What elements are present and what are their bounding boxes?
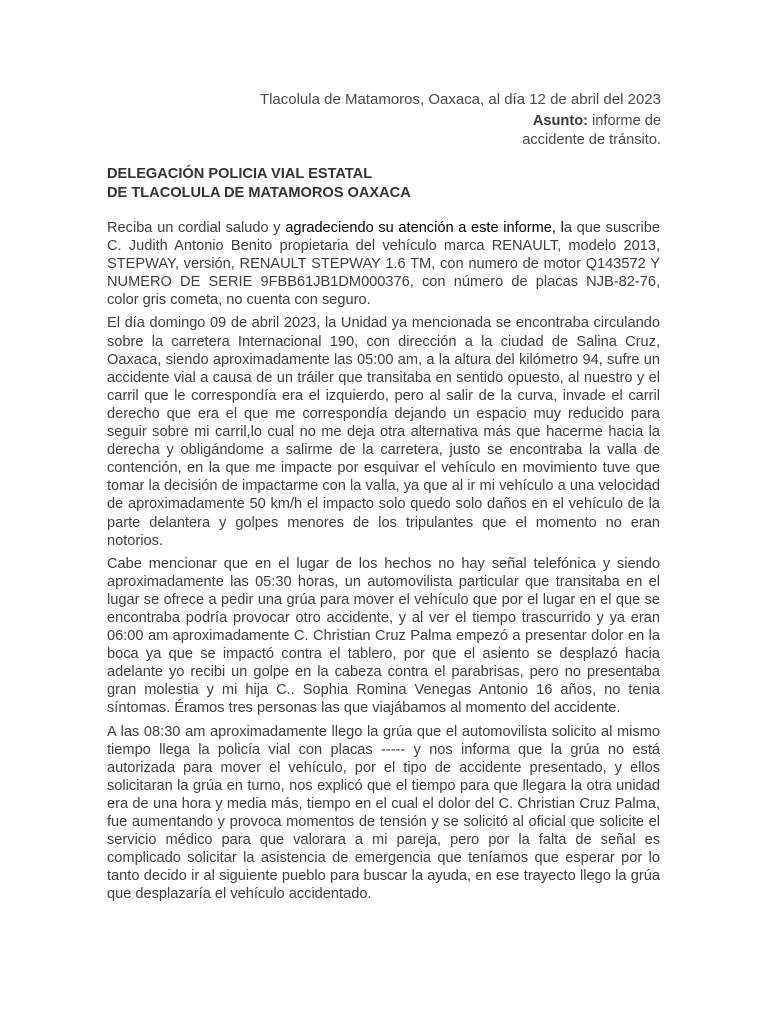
recipient-line-2: DE TLACOLULA DE MATAMOROS OAXACA [107,185,411,201]
letter-body [107,219,660,908]
paragraph-1-rest: a que suscribe C. Judith Antonio Benito propietaria del vehículo marca RENAULT, modelo 2013, STEPWAY, versión, RENAULT STEPWAY 1.6 TM, con numero de motor Q143572 Y NUMERO DE SERIE 9FBB61JB1DM000376, con número de placas NJB-82-76, color gris cometa, no cuenta con seguro. [107,220,660,309]
paragraph-2: El día domingo 09 de abril 2023, la Unidad ya mencionada se encontraba circulando sobre la carretera Internacional 190, con dirección a la ciudad de Salina Cruz, Oaxaca, siendo aproximadamente las 05:00 am, a la altura del kilómetro 94, sufre un accidente vial a causa de un tráiler que transitaba en sentido opuesto, al nuestro y el carril que le correspondía era el izquierdo, pero al salir de la curva, invade el carril derecho que era el que me correspondía dejando un espacio muy reducido para seguir sobre mi carril,lo cual no me deja otra alternativa más que hacerme hacia la derecha y obligándome a salirme de la carretera, justo se encontraba la valla de contención, en la que me impacte por esquivar el vehículo en movimiento tuve que tomar la decisión de impactarme con la valla, ya que al ir mi vehículo a una velocidad de aproximadamente 50 km/h el impacto solo quedo solo daños en el vehículo de la parte delantera y golpes menores de los tripulantes que el momento no eran notorios. [107,315,660,549]
paragraph-3: Cabe mencionar que en el lugar de los hechos no hay señal telefónica y siendo aproximadamente las 05:30 horas, un automovilista particular que transitaba en el lugar se ofrece a pedir una grúa para mover el vehículo que por el lugar en el que se encontraba podría provocar otro accidente, y al ver el tiempo trascurrido y ya eran 06:00 am aproximadamente C. Christian Cruz Palma empezó a presentar dolor en la boca ya que se impactó contra el tablero, por que el asiento se desplazó hacia adelante yo recibi un golpe en la cabeza contra el parabrisas, pero no presentaba gran molestia y mi hija C.. Sophia Romina Venegas Antonio 16 años, no tenia síntomas. Éramos tres personas las que viajábamos al momento del accidente. [107,555,660,717]
recipient-block [107,165,411,203]
date-line: Tlacolula de Matamoros, Oaxaca, al día 12 de abril del 2023 [259,91,661,108]
subject-text-1: informe de [587,113,661,129]
paragraph-4: A las 08:30 am aproximadamente llego la grúa que el automovilista solicito al mismo tiempo llega la policía vial con placas ----- y nos informa que la grúa no está autorizada para mover el vehículo, por el tipo de accidente presentado, y ellos solicitaran la grúa en turno, nos explicó que el tiempo para que llegara la otra unidad era de una hora y media más, tiempo en el cual el dolor del C. Christian Cruz Palma, fue aumentando y provoca momentos de tensión y se solicitó al oficial que solicite el servicio médico para que valorara a mi pareja, pero por la falta de señal es complicado solicitar la asistencia de emergencia que teníamos que esperar por lo tanto decido ir al siguiente pueblo para buscar la ayuda, en ese trayecto llego la grúa que desplazaría el vehículo accidentado. [107,723,660,903]
recipient-line-1: DELEGACIÓN POLICIA VIAL ESTATAL [107,166,373,182]
paragraph-1-highlight: agradeciendo su atención a este informe, l [285,220,564,236]
subject-line-1 [522,112,661,131]
paragraph-1-start: Reciba un cordial saludo y [107,220,286,236]
subject-label: Asunto: [532,113,588,129]
subject-block [522,112,661,150]
paragraph-1 [107,219,660,309]
subject-line-2: accidente de tránsito. [522,132,661,148]
